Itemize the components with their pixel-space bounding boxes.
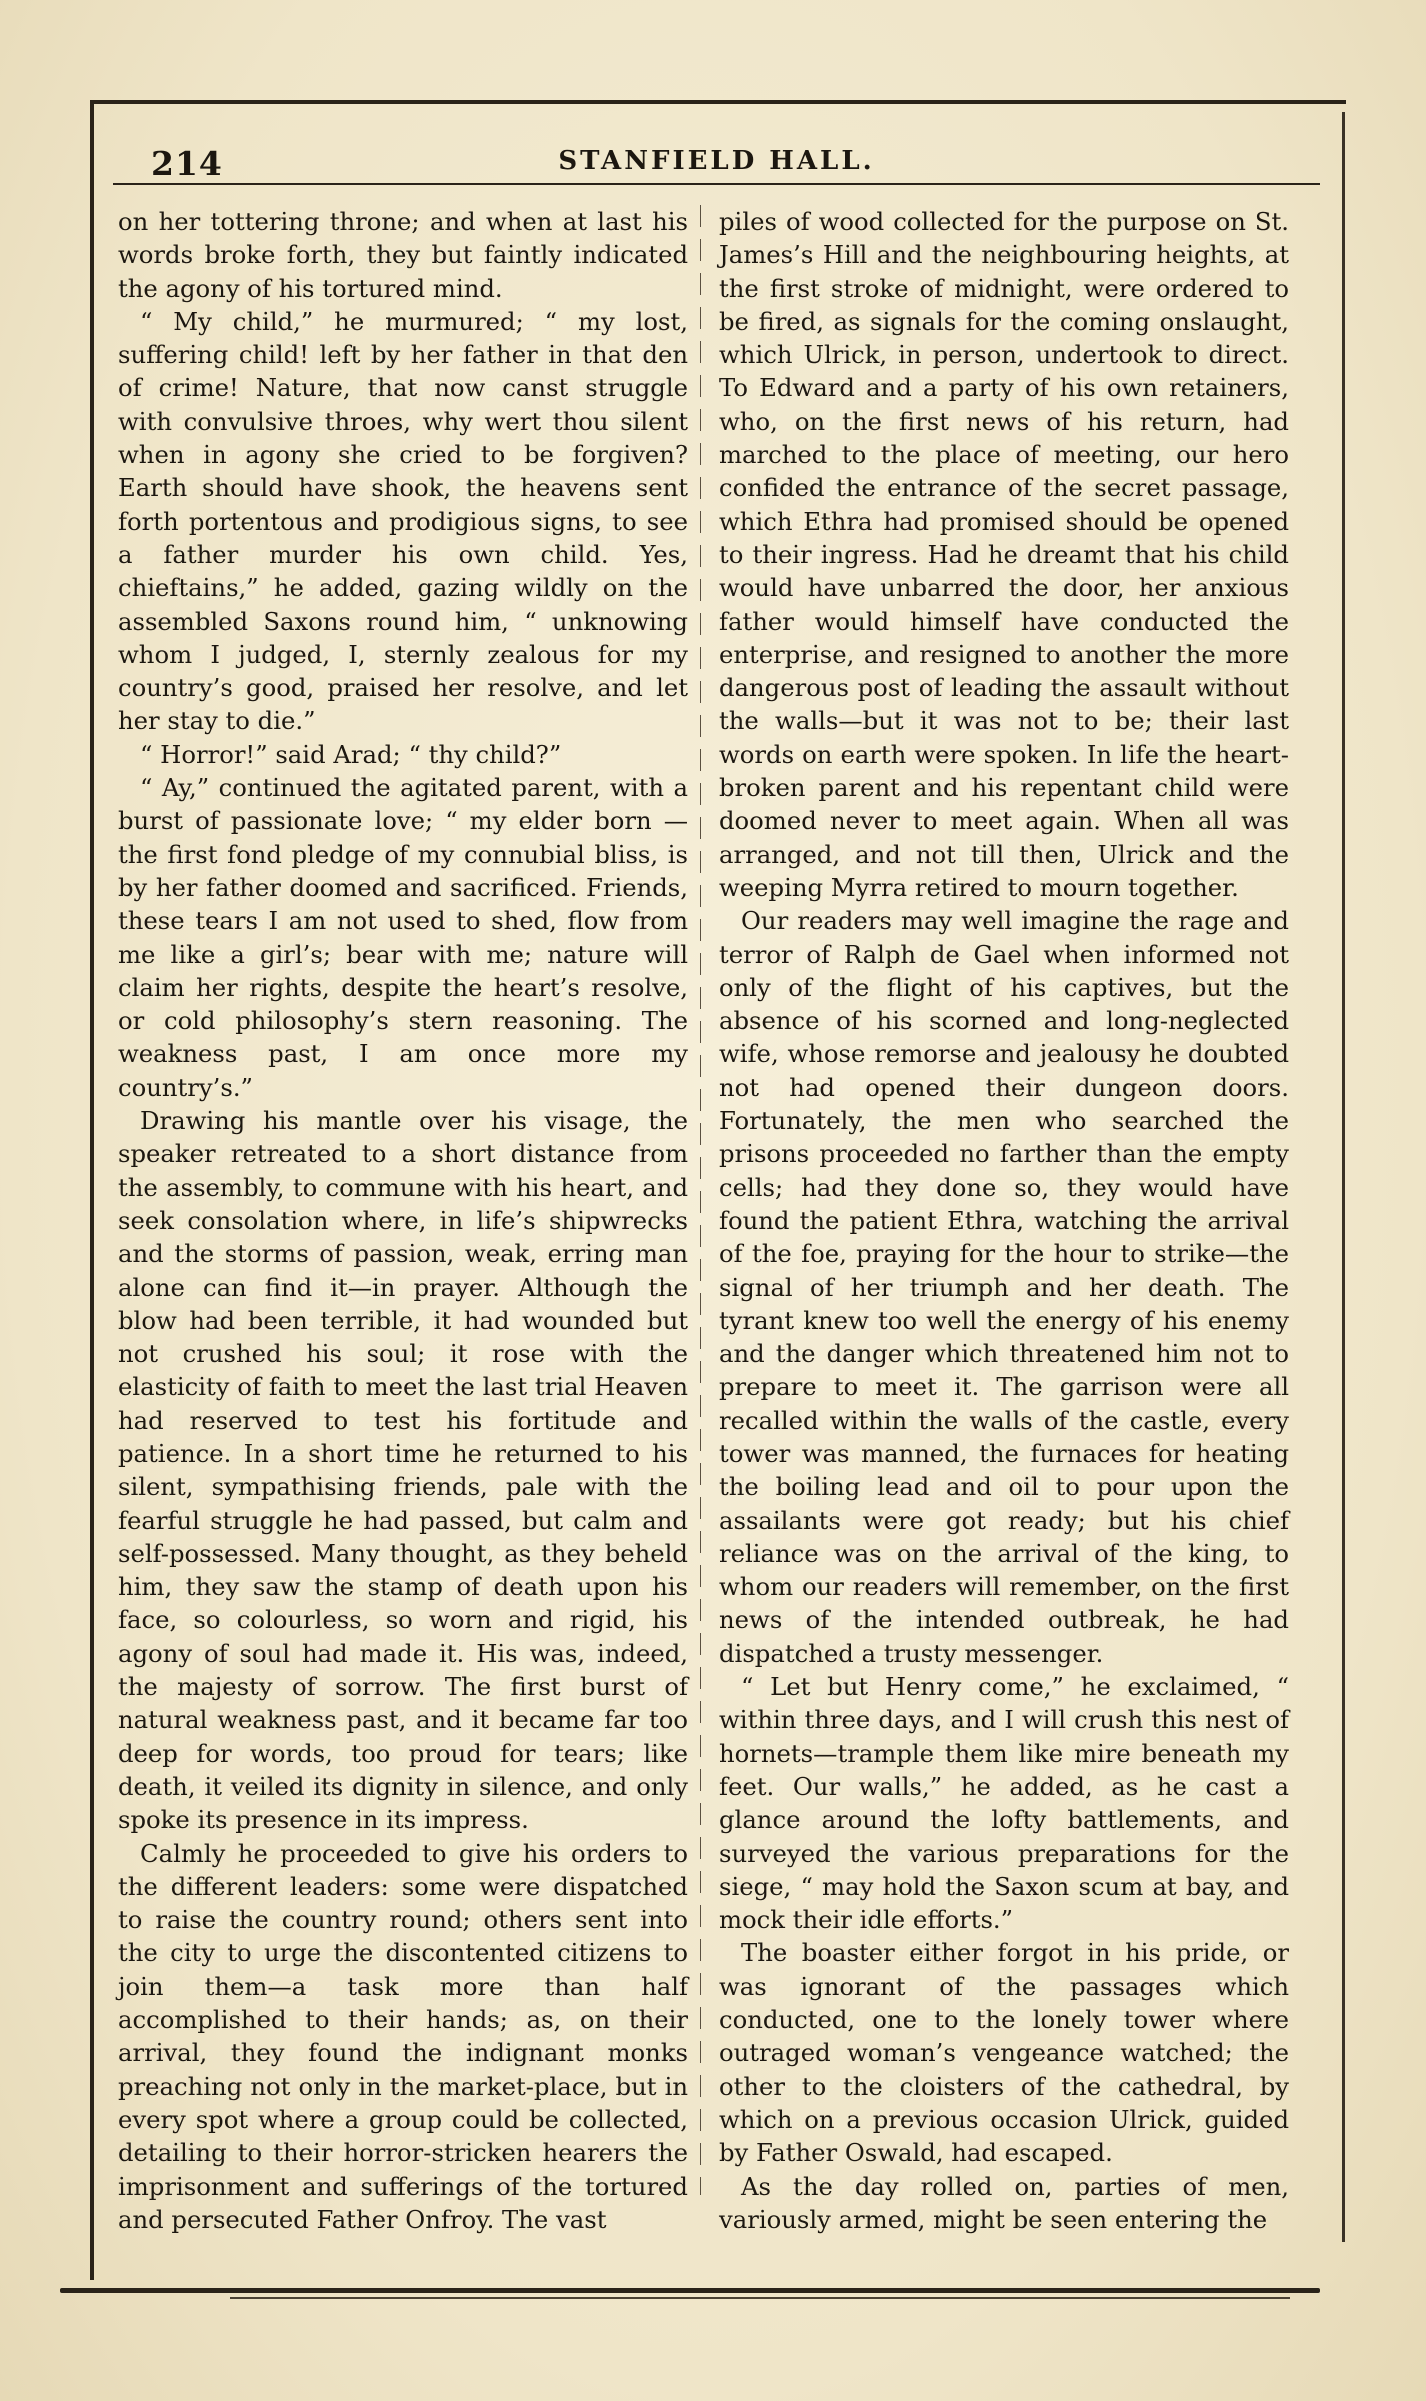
bottom-border-rule xyxy=(60,2288,1320,2293)
paragraph: Drawing his mantle over his visage, the speaker retreated to a short distance from the assembly, to commune with his heart, and seek consolation where, in life’s shipwrecks and the storms of passion, weak, erring man alone can find it—in prayer. Although the blow had been terrible, it had wounded but not crushed his soul; it rose with the elasticity of faith to meet the last trial Heaven had reserved to test his fortitude and patience. In a short time he returned to his silent, sympathising friends, pale with the fearful struggle he had passed, but calm and self-possessed. Many thought, as they beheld him, they saw the stamp of death upon his face, so colourless, so worn and rigid, his agony of soul had made it. His was, indeed, the majesty of sorrow. The first burst of natural weakness past, and it became far too deep for words, too proud for tears; like death, it veiled its dignity in silence, and only spoke its presence in its impress. xyxy=(118,1106,688,1835)
header-rule xyxy=(113,183,1320,185)
paragraph: on her tottering throne; and when at last his words broke forth, they but faintly indicated the agony of his tortured mind. xyxy=(118,207,688,303)
paragraph: “ Let but Henry come,” he exclaimed, “ within three days, and I will crush this nest of hornets—trample them like mire beneath my feet. Our walls,” he added, as he cast a glance around the lofty battlements, and surveyed the various preparations for the siege, “ may hold the Saxon scum at bay, and mock their idle efforts.” xyxy=(719,1672,1289,1935)
paragraph: The boaster either forgot in his pride, or was ignorant of the passages which conducted, one to the lonely tower where outraged woman’s vengeance watched; the other to the cloisters of the cathedral, by which on a previous occasion Ulrick, guided by Father Oswald, had escaped. xyxy=(719,1938,1289,2168)
page-number: 214 xyxy=(151,144,223,183)
paragraph: “ Ay,” continued the agitated parent, with a burst of passionate love; “ my elder born —the first fond pledge of my connubial bliss, is by her father doomed and sacrificed. Friends, these tears I am not used to shed, flow from me like a girl’s; bear with me; nature will claim her rights, despite the heart’s resolve, or cold philosophy’s stern reasoning. The weakness past, I am once more my country’s.” xyxy=(118,773,688,1102)
left-column xyxy=(118,205,688,2236)
bottom-thin-rule xyxy=(230,2297,1290,2299)
running-title: STANFIELD HALL. xyxy=(558,146,875,176)
top-border-rule xyxy=(90,100,1346,104)
paragraph: “ Horror!” said Arad; “ thy child?” xyxy=(140,739,562,769)
page-header xyxy=(113,138,1320,182)
paragraph: Calmly he proceeded to give his orders to the different leaders: some were dispatched to raise the country round; others sent into the city to urge the discontented citizens to join them—a task more than half accomplished to their hands; as, on their arrival, they found the indignant monks preaching not only in the market-place, but in every spot where a group could be collected, detailing to their horror-stricken hearers the imprisonment and sufferings of the tortured and persecuted Father Onfroy. The vast xyxy=(118,1838,688,2234)
right-column xyxy=(719,205,1289,2236)
column-divider xyxy=(700,205,701,2195)
paragraph: Our readers may well imagine the rage and terror of Ralph de Gael when informed not only of the flight of his captives, but the absence of his scorned and long-neglected wife, whose remorse and jealousy he doubted not had opened their dungeon doors. Fortunately, the men who searched the prisons proceeded no farther than the empty cells; had they done so, they would have found the patient Ethra, watching the arrival of the foe, praying for the hour to strike—the signal of her triumph and her death. The tyrant knew too well the energy of his enemy and the danger which threatened him not to prepare to meet it. The garrison were all recalled within the walls of the castle, every tower was manned, the furnaces for heating the boiling lead and oil to pour upon the assailants were got ready; but his chief reliance was on the arrival of the king, to whom our readers will remember, on the first news of the intended outbreak, he had dispatched a trusty messenger. xyxy=(719,906,1289,1668)
paragraph: piles of wood collected for the purpose on St. James’s Hill and the neighbouring heights, at the first stroke of midnight, were ordered to be fired, as signals for the coming onslaught, which Ulrick, in person, undertook to direct. To Edward and a party of his own retainers, who, on the first news of his return, had marched to the place of meeting, our hero confided the entrance of the secret passage, which Ethra had promised should be opened to their ingress. Had he dreamt that his child would have unbarred the door, her anxious father would himself have conducted the enterprise, and resigned to another the more dangerous post of leading the assault without the walls—but it was not to be; their last words on earth were spoken. In life the heart-broken parent and his repentant child were doomed never to meet again. When all was arranged, and not till then, Ulrick and the weeping Myrra retired to mourn together. xyxy=(719,207,1289,902)
paragraph: “ My child,” he murmured; “ my lost, suffering child! left by her father in that den of crime! Nature, that now canst struggle with convulsive throes, why wert thou silent when in agony she cried to be forgiven? Earth should have shook, the heavens sent forth portentous and prodigious signs, to see a father murder his own child. Yes, chieftains,” he added, gazing wildly on the assembled Saxons round him, “ unknowing whom I judged, I, sternly zealous for my country’s good, praised her resolve, and let her stay to die.” xyxy=(118,306,688,736)
paragraph: As the day rolled on, parties of men, variously armed, might be seen entering the xyxy=(719,2171,1289,2234)
right-border-rule xyxy=(1342,112,1345,2242)
left-border-rule xyxy=(90,100,94,2280)
